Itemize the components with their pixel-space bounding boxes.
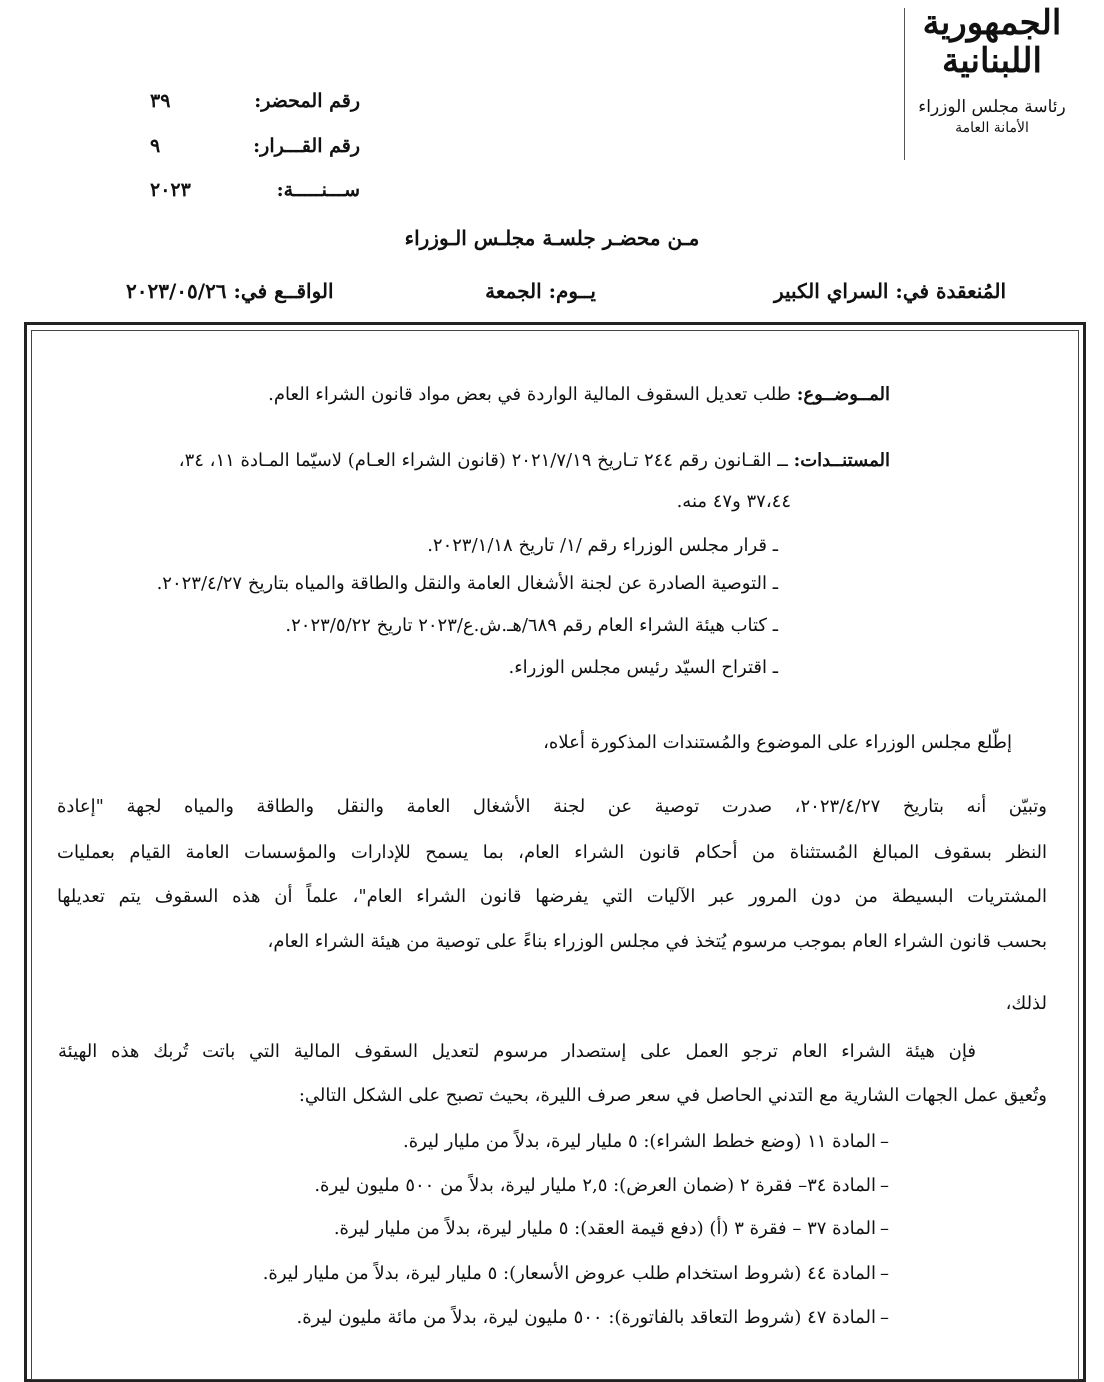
amendment-item: المادة ٤٤ (شروط استخدام طلب عروض الأسعار): ٥ مليار ليرة، بدلاً من مليار ليرة.: [262, 1263, 876, 1284]
amendment-item: المادة ٤٧ (شروط التعاقد بالفاتورة): ٥٠٠ مليون ليرة، بدلاً من مائة مليون ليرة.: [296, 1307, 876, 1328]
list-dash: –: [880, 1175, 889, 1196]
documents-line-1: [179, 450, 890, 472]
document-item: ـ اقتراح السيّد رئيس مجلس الوزراء.: [508, 657, 778, 678]
document-item: ـ التوصية الصادرة عن لجنة الأشغال العامة والنقل والطاقة والمياه بتاريخ ٢٠٢٣/٤/٢٧.: [156, 573, 778, 594]
year-label: ســـنـــــة:: [276, 179, 360, 201]
minutes-label: رقم المحضر:: [254, 90, 360, 112]
request-line: وتُعيق عمل الجهات الشارية مع التدني الحاصل في سعر صرف الليرة، بحيث تصبح على الشكل التالي:: [298, 1085, 1047, 1106]
minutes-value: ٣٩: [150, 90, 171, 112]
year-value: ٢٠٢٣: [150, 179, 191, 201]
list-dash: –: [880, 1307, 889, 1328]
session-location: المُنعقدة في: السراي الكبير: [773, 279, 1006, 303]
subject-line: [268, 384, 890, 406]
document-item: ـ كتاب هيئة الشراء العام رقم ٦٨٩/هـ.ش.ع/٢٠٢٣ تاريخ ٢٠٢٣/٥/٢٢.: [285, 615, 778, 636]
document-item: ٣٧،٤٤ و٤٧ منه.: [676, 491, 791, 512]
session-date: الواقــع في: ٢٠٢٣/٠٥/٢٦: [126, 279, 334, 303]
presidency-name: رئاسة مجلس الوزراء: [918, 97, 1066, 117]
letterhead-logo: [902, 4, 1082, 138]
document-title: مـن محضـر جلسـة مجلـس الـوزراء: [404, 226, 700, 250]
findings-line: وتبيّن أنه بتاريخ ٢٠٢٣/٤/٢٧، صدرت توصية عن لجنة الأشغال العامة والنقل والطاقة والمياه لجهة "إعادة: [57, 796, 1047, 817]
subject-text: طلب تعديل السقوف المالية الواردة في بعض مواد قانون الشراء العام.: [268, 384, 791, 405]
minutes-number: [150, 90, 360, 112]
session-day: يــوم: الجمعة: [485, 279, 596, 303]
decision-value: ٩: [150, 135, 161, 157]
amendment-item: المادة ١١ (وضع خطط الشراء): ٥ مليار ليرة، بدلاً من مليار ليرة.: [403, 1131, 876, 1152]
document-item: ــ القـانون رقم ٢٤٤ تـاريخ ٢٠٢١/٧/١٩ (قانون الشراء العـام) لاسيّما المـادة ١١، ٣٤،: [178, 450, 788, 471]
therefore-line: لذلك،: [1005, 993, 1047, 1014]
decision-label: رقم القـــرار:: [253, 135, 360, 157]
republic-name: الجمهورية اللبنانية: [922, 3, 1062, 81]
documents-label: المستنــدات:: [793, 450, 890, 471]
findings-line: بحسب قانون الشراء العام بموجب مرسوم يُتخذ في مجلس الوزراء بناءً على توصية من هيئة الشراء العام،: [267, 931, 1047, 952]
amendment-item: المادة ٣٤– فقرة ٢ (ضمان العرض): ٢,٥ مليار ليرة، بدلاً من ٥٠٠ مليون ليرة.: [314, 1175, 876, 1196]
acknowledgement-paragraph: إطّلع مجلس الوزراء على الموضوع والمُستندات المذكورة أعلاه،: [543, 732, 1012, 753]
document-item: ـ قرار مجلس الوزراء رقم /١/ تاريخ ٢٠٢٣/١/١٨.: [427, 535, 778, 556]
decision-number: [150, 135, 360, 157]
findings-line: النظر بسقوف المبالغ المُستثناة من أحكام قانون الشراء العام، بما يسمح للإدارات والمؤسسات العامة القيام بعمليات: [57, 842, 1047, 863]
year: [150, 179, 360, 201]
amendment-item: المادة ٣٧ – فقرة ٣ (أ) (دفع قيمة العقد): ٥ مليار ليرة، بدلاً من مليار ليرة.: [333, 1218, 876, 1239]
findings-line: المشتريات البسيطة من دون المرور عبر الآليات التي يفرضها قانون الشراء العام"، علماً أن هذه السقوف يتم تعديلها: [57, 886, 1047, 907]
subject-label: المــوضــوع:: [796, 384, 890, 405]
list-dash: –: [880, 1131, 889, 1152]
letterhead-divider: [904, 8, 905, 160]
secretariat-name: الأمانة العامة: [955, 120, 1029, 136]
list-dash: –: [880, 1218, 889, 1239]
request-line: فإن هيئة الشراء العام ترجو العمل على إستصدار مرسوم لتعديل السقوف المالية التي باتت تُربك هذه الهيئة: [58, 1041, 976, 1062]
list-dash: –: [880, 1263, 889, 1284]
